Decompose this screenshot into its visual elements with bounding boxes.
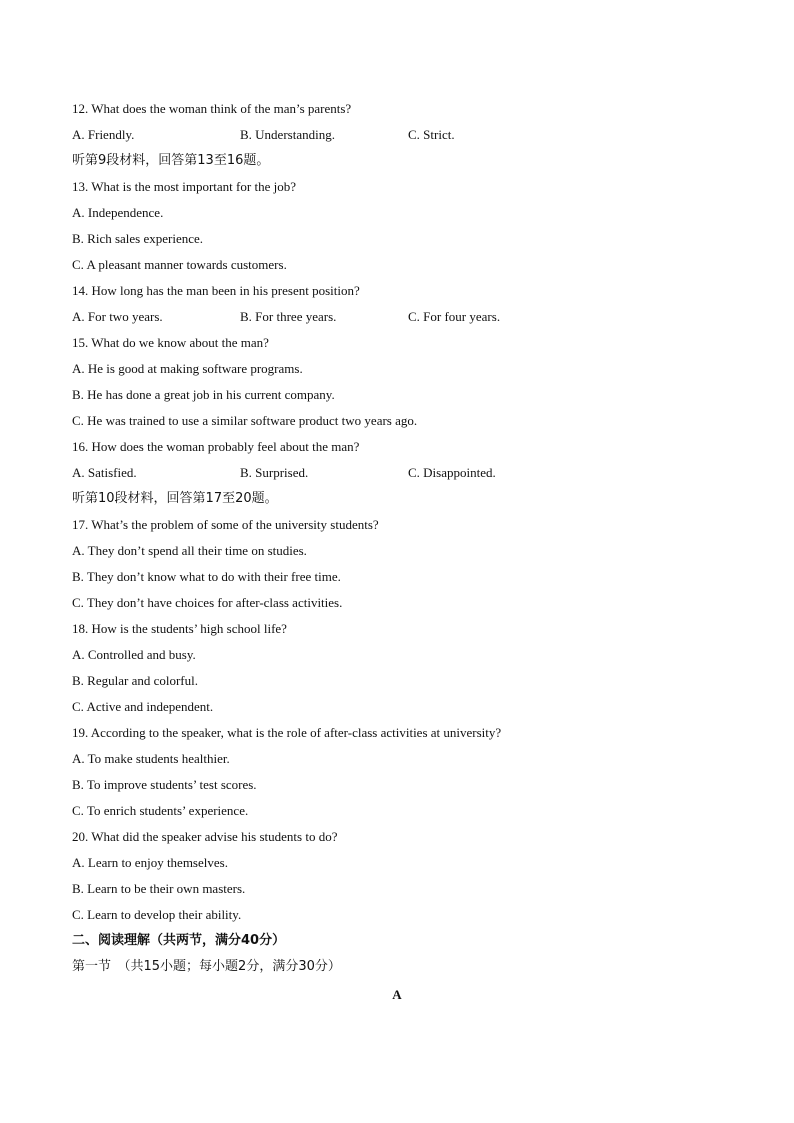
- question-12-options: [72, 126, 722, 152]
- question-13-stem: 13. What is the most important for the job?: [72, 179, 296, 194]
- question-19-option-b: B. To improve students’ test scores.: [72, 777, 257, 792]
- option-c: C. For four years.: [408, 309, 501, 324]
- question-16-options: [72, 464, 722, 490]
- question-17-option-a: A. They don’t spend all their time on studies.: [72, 543, 307, 558]
- question-18-option-b: B. Regular and colorful.: [72, 673, 198, 688]
- question-14-options: [72, 308, 722, 334]
- option-a: A. Satisfied.: [72, 465, 137, 480]
- option-c: C. Disappointed.: [408, 465, 496, 480]
- question-20-option-c: C. Learn to develop their ability.: [72, 907, 242, 922]
- question-15-option-b: B. He has done a great job in his current company.: [72, 387, 335, 402]
- question-19-option-a: A. To make students healthier.: [72, 751, 230, 766]
- question-15-stem: 15. What do we know about the man?: [72, 335, 269, 350]
- option-b: B. Understanding.: [240, 127, 335, 142]
- question-12-stem: 12. What does the woman think of the man’s parents?: [72, 101, 352, 116]
- question-17-option-b: B. They don’t know what to do with their free time.: [72, 569, 341, 584]
- question-17-stem: 17. What’s the problem of some of the university students?: [72, 517, 379, 532]
- question-13-option-c: C. A pleasant manner towards customers.: [72, 257, 287, 272]
- question-20-stem: 20. What did the speaker advise his students to do?: [72, 829, 338, 844]
- question-18-option-c: C. Active and independent.: [72, 699, 214, 714]
- option-b: B. For three years.: [240, 309, 337, 324]
- instruction-17-20: 听第10段材料，回答第17至20题。: [72, 491, 278, 506]
- passage-label: A: [392, 987, 402, 1002]
- question-17-option-c: C. They don’t have choices for after-class activities.: [72, 595, 343, 610]
- exam-page: [72, 100, 722, 1012]
- section-heading: 二、阅读理解（共两节，满分40分）: [72, 933, 286, 948]
- instruction-13-16: 听第9段材料，回答第13至16题。: [72, 153, 270, 168]
- question-13-option-b: B. Rich sales experience.: [72, 231, 204, 246]
- question-19-option-c: C. To enrich students’ experience.: [72, 803, 249, 818]
- option-b: B. Surprised.: [240, 465, 309, 480]
- option-a: A. Friendly.: [72, 127, 135, 142]
- question-20-option-a: A. Learn to enjoy themselves.: [72, 855, 228, 870]
- option-c: C. Strict.: [408, 127, 455, 142]
- question-13-option-a: A. Independence.: [72, 205, 164, 220]
- question-18-stem: 18. How is the students’ high school life?: [72, 621, 287, 636]
- section-part-1: 第一节 （共15小题；每小题2分，满分30分）: [72, 959, 341, 974]
- question-15-option-c: C. He was trained to use a similar software product two years ago.: [72, 413, 418, 428]
- question-16-stem: 16. How does the woman probably feel about the man?: [72, 439, 360, 454]
- question-18-option-a: A. Controlled and busy.: [72, 647, 196, 662]
- question-19-stem: 19. According to the speaker, what is the role of after-class activities at university?: [72, 725, 502, 740]
- option-a: A. For two years.: [72, 309, 163, 324]
- question-20-option-b: B. Learn to be their own masters.: [72, 881, 246, 896]
- question-14-stem: 14. How long has the man been in his present position?: [72, 283, 360, 298]
- question-15-option-a: A. He is good at making software programs.: [72, 361, 303, 376]
